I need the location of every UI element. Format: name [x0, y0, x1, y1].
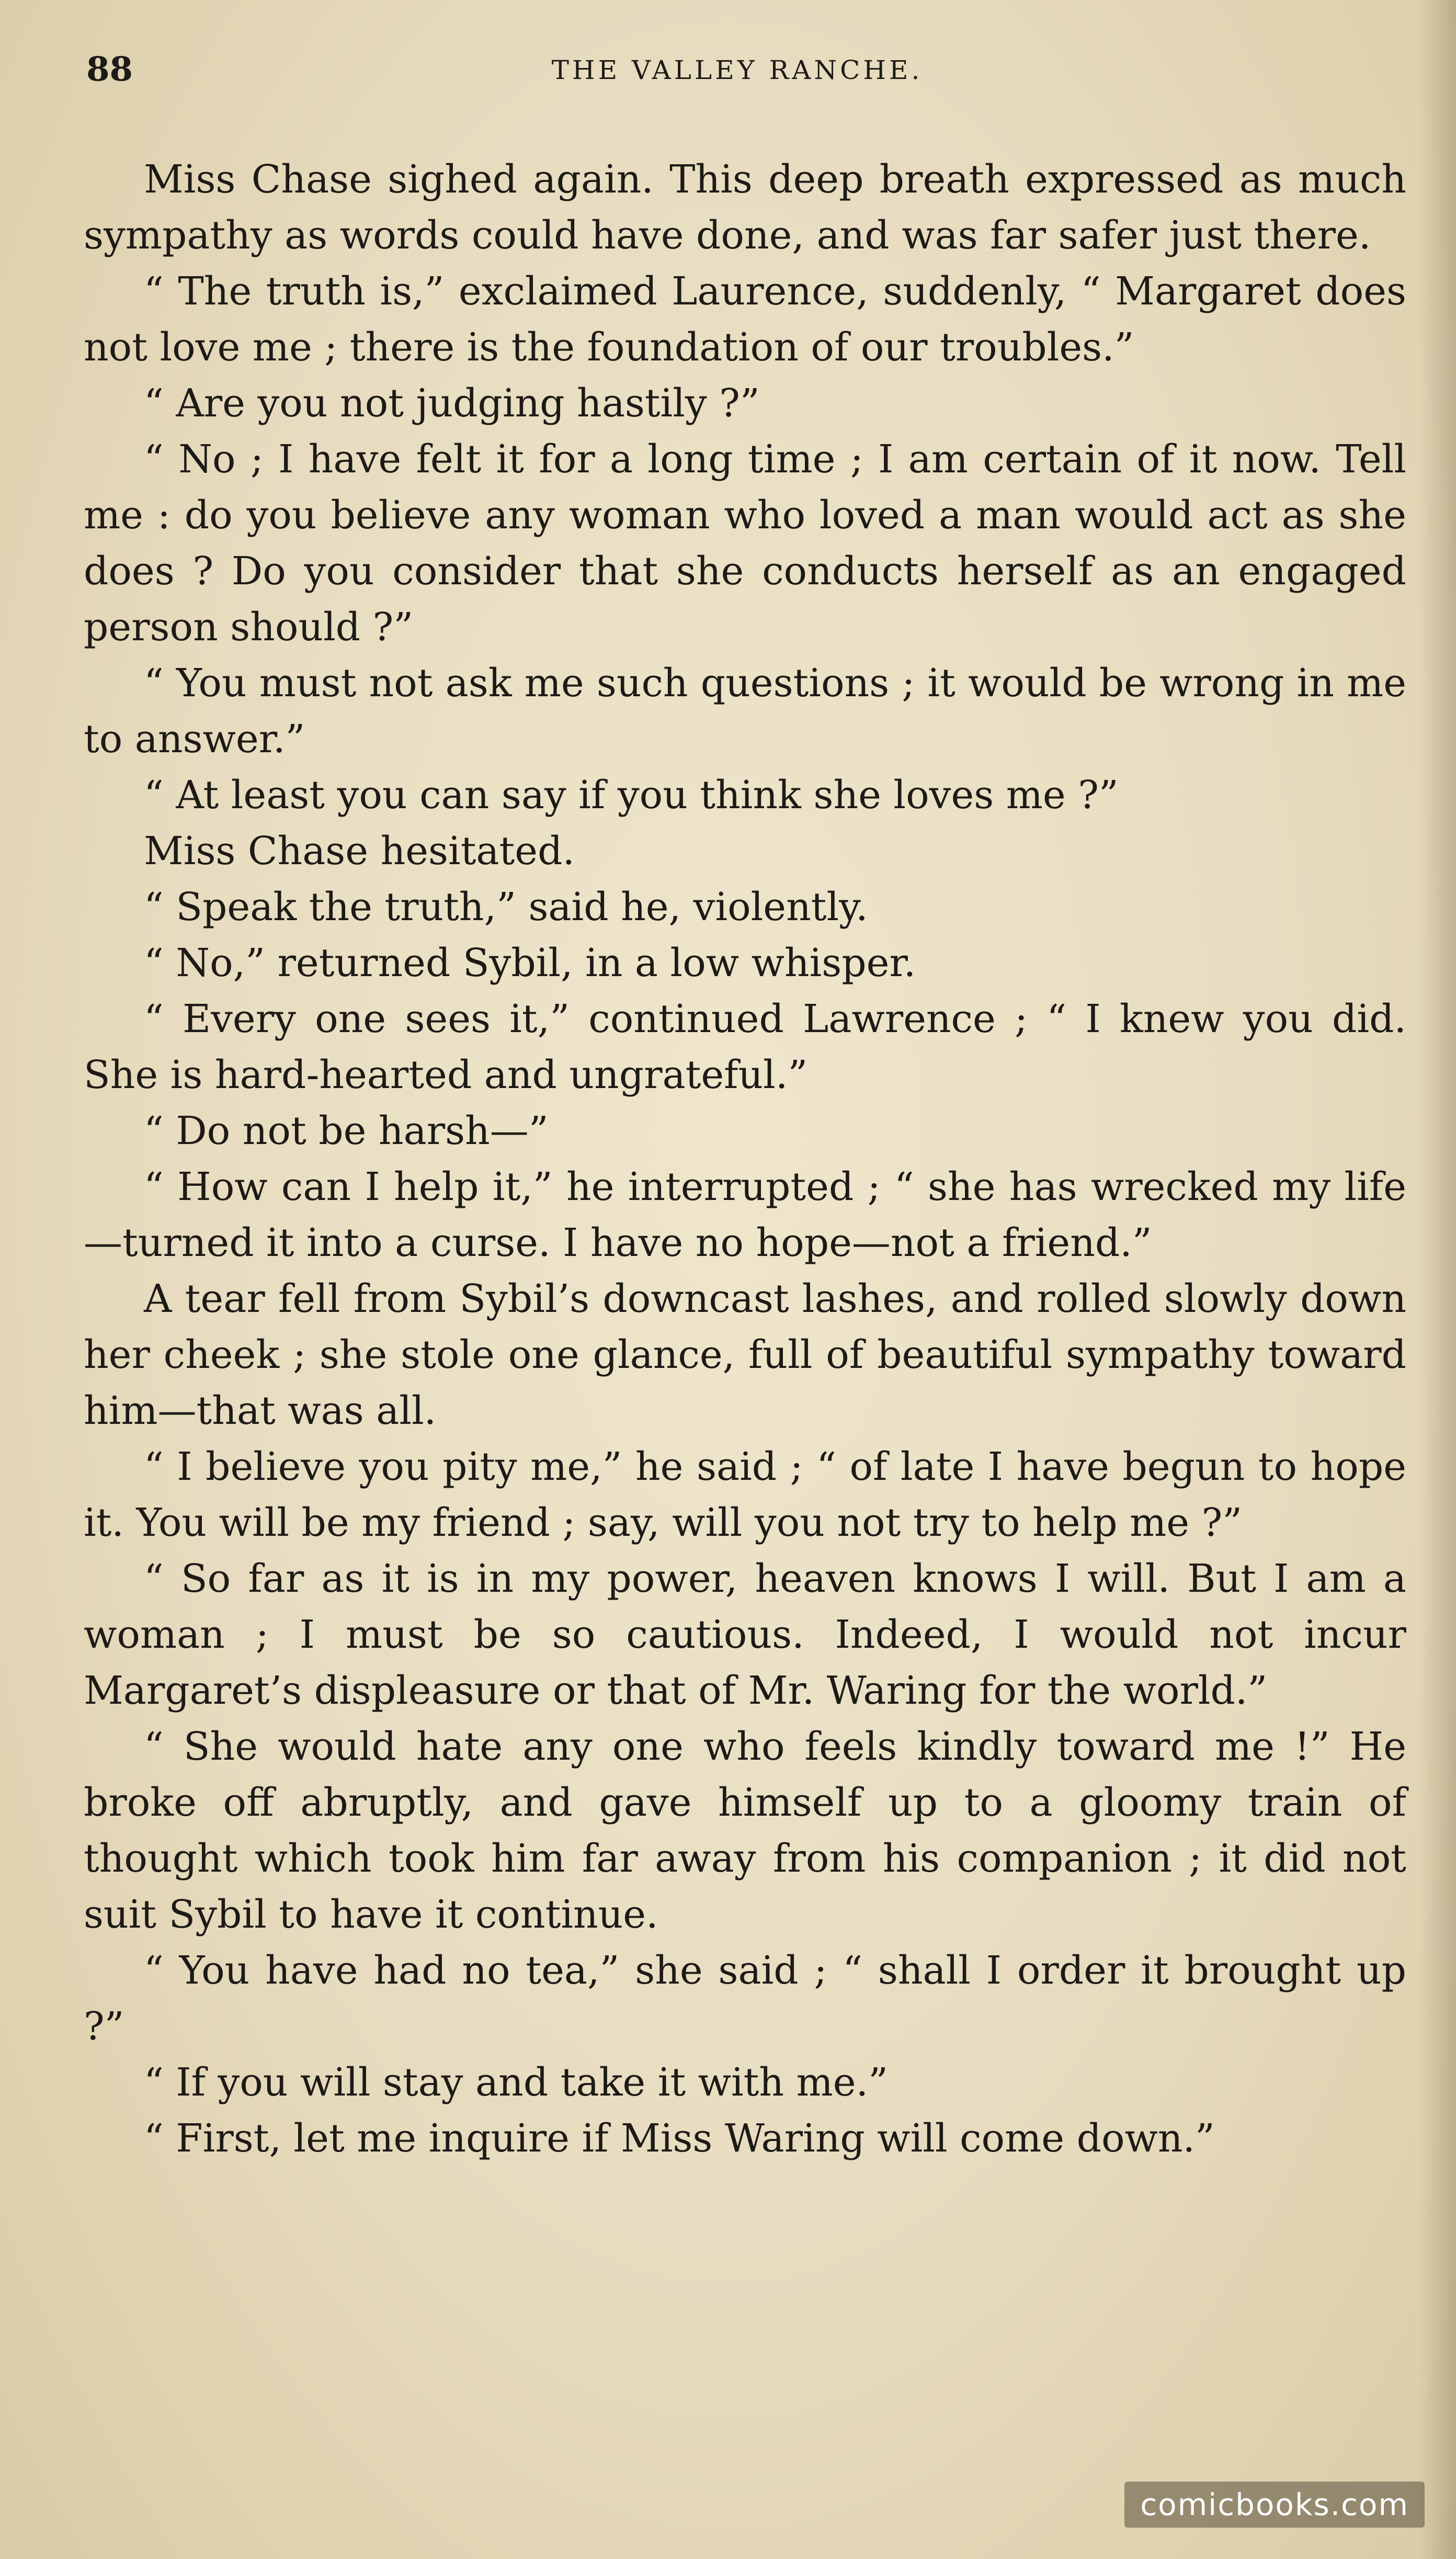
paragraph: “ So far as it is in my power, heaven knows I will. But I am a woman ; I must be so cautious. Indeed, I would not incur Margaret’s displeasure or that of Mr. Waring for the world.”: [84, 1556, 1406, 1713]
paragraph: “ The truth is,” exclaimed Laurence, suddenly, “ Margaret does not love me ; there is the foundation of our troubles.”: [84, 269, 1406, 370]
paragraph: “ I believe you pity me,” he said ; “ of late I have begun to hope it. You will be my friend ; say, will you not try to help me ?”: [84, 1444, 1406, 1545]
paragraph: “ Every one sees it,” continued Lawrence ; “ I knew you did. She is hard-hearted and ungrateful.”: [84, 997, 1406, 1097]
paragraph: “ At least you can say if you think she loves me ?”: [144, 773, 1119, 818]
paragraph: “ You have had no tea,” she said ; “ shall I order it brought up ?”: [84, 1948, 1406, 2049]
paragraph: “ Speak the truth,” said he, violently.: [144, 885, 868, 930]
page-header: [86, 50, 1388, 97]
paragraph: “ Do not be harsh—”: [144, 1108, 549, 1153]
page-number: 88: [86, 50, 133, 89]
paragraph: Miss Chase sighed again. This deep breath expressed as much sympathy as words could have done, and was far safer just there.: [84, 157, 1406, 258]
paragraph: “ First, let me inquire if Miss Waring will come down.”: [144, 2116, 1215, 2161]
paragraph: “ If you will stay and take it with me.”: [144, 2060, 888, 2105]
paragraph: “ Are you not judging hastily ?”: [144, 381, 760, 426]
paragraph: Miss Chase hesitated.: [144, 829, 575, 874]
paragraph: “ She would hate any one who feels kindly toward me !” He broke off abruptly, and gave himself up to a gloomy train of thought which took him far away from his companion ; it did not suit Sybil to have it continue.: [84, 1724, 1406, 1937]
site-watermark: comicbooks.com: [1124, 2482, 1425, 2528]
paragraph: “ You must not ask me such questions ; it would be wrong in me to answer.”: [84, 661, 1406, 762]
paragraph: “ How can I help it,” he interrupted ; “ she has wrecked my life—turned it into a curse. I have no hope—not a friend.”: [84, 1164, 1406, 1265]
paragraph: A tear fell from Sybil’s downcast lashes, and rolled slowly down her cheek ; she stole one glance, full of beautiful sympathy toward him—that was all.: [84, 1276, 1406, 1433]
page-edge-shadow: [1419, 0, 1456, 2559]
paragraph: “ No ; I have felt it for a long time ; I am certain of it now. Tell me : do you believe any woman who loved a man would act as she does ? Do you consider that she conducts herself as an engaged person should ?”: [84, 437, 1406, 650]
running-title: THE VALLEY RANCHE.: [551, 55, 923, 85]
paragraph: “ No,” returned Sybil, in a low whisper.: [144, 941, 916, 986]
body-text: [84, 152, 1406, 2167]
